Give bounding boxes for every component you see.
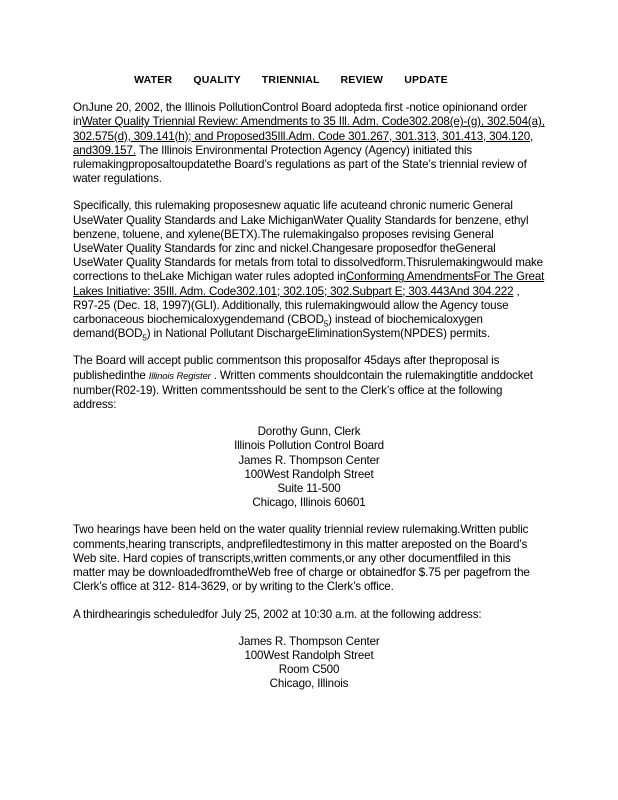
address-line: Dorothy Gunn, Clerk: [257, 425, 361, 439]
address-line: Room C500: [278, 663, 340, 677]
address-line: Illinois Pollution Control Board: [234, 439, 384, 453]
subscript: 5: [142, 333, 147, 343]
subscript: 5: [323, 319, 329, 329]
illinois-register-title: Illinois Register: [148, 370, 211, 382]
address-line: Chicago, Illinois: [269, 677, 349, 691]
address-line: 100West Randolph Street: [244, 648, 374, 662]
text-segment: ) instead of biochemicaloxygen demand(BOD: [73, 313, 483, 341]
address-line: Suite 11-500: [277, 482, 341, 496]
paragraph-hearings: Two hearings have been held on the water quality triennial review rulemaking.Written public comments,hearing transcripts, andprefiledtestimony in this matter areposted on the Board’s Web site. Hard copies of transcripts,written comments,or any other documentfiled in this matter may be downloadedfromtheWeb free of charge or obtainedfor $.75 per pagefrom the Clerk’s office at 312- 814-3629, or by writing to the Clerk’s office.: [73, 523, 530, 594]
text-segment: Specifically, this rulemaking proposesnew aquatic life acuteand chronic numeric General UseWater Quality Standards and Lake MichiganWater Quality Standards for benzene, ethyl benzene, toluene, and xylene(BETX).The rulemakingalso proposes revising General UseWater Quality Standards for zinc and nickel.Changesare proposedfor theGeneral UseWater Quality Standards for metals from total to dissolvedform.Thisrulemakingwould make corrections to theLake Michigan water rules adopted in: [73, 199, 543, 284]
text-segment: The Illinois Environmental Protection Agency (Agency) initiated this rulemakingproposaltoupdatethe Board’s regulations as part of the State’s triennial review of water regulations.: [73, 143, 527, 186]
paragraph-first-notice: [73, 101, 545, 186]
paragraph-third-hearing: A thirdhearingis scheduledfor July 25, 2002 at 10:30 a.m. at the following address:: [73, 607, 482, 621]
paragraph-specifics: [73, 199, 545, 341]
address-line: James R. Thompson Center: [238, 634, 380, 648]
document-page: [73, 70, 545, 705]
page-title: WATER QUALITY TRIENNIAL REVIEW UPDATE: [134, 74, 448, 86]
paragraph-public-comments: [73, 354, 545, 412]
text-segment: The Board will accept public commentson this proposalfor 45days after theproposal is publishedinthe: [73, 354, 500, 382]
text-segment: OnJune 20, 2002, the Illinois PollutionControl Board adopteda first -notice opinionand order in: [73, 101, 528, 129]
address-line: James R. Thompson Center: [238, 453, 380, 467]
gli-title-link: Conforming AmendmentsFor The Great Lakes Initiative: 35Ill. Adm. Code302.101; 302.105; 302.Subpart E; 303.443And 304.222: [73, 270, 545, 298]
clerk-address-block: [73, 425, 545, 510]
address-line: Chicago, Illinois 60601: [252, 496, 366, 510]
rulemaking-title-link: Water Quality Triennial Review: Amendments to 35 Ill. Adm. Code302.208(e)-(g), 302.504(a), 302.575(d), 309.141(h); and Proposed35Ill.Adm. Code 301.267, 301.313, 301.413, 304.120, and309.157.: [73, 115, 545, 157]
text-segment: , R97-25 (Dec. 18, 1997)(GLI). Additionally, this rulemakingwould allow the Agency touse carbonaceous biochemicaloxygendemand (CBOD: [73, 284, 520, 327]
hearing-address-block: [73, 635, 545, 692]
address-line: 100West Randolph Street: [244, 467, 374, 481]
text-segment: ) in National Pollutant DischargeEliminationSystem(NPDES) permits.: [146, 327, 490, 341]
text-segment: . Written comments shouldcontain the rulemakingtitle anddocket number(R02-19). Written commentsshould be sent to the Clerk’s office at the following address:: [73, 368, 533, 412]
